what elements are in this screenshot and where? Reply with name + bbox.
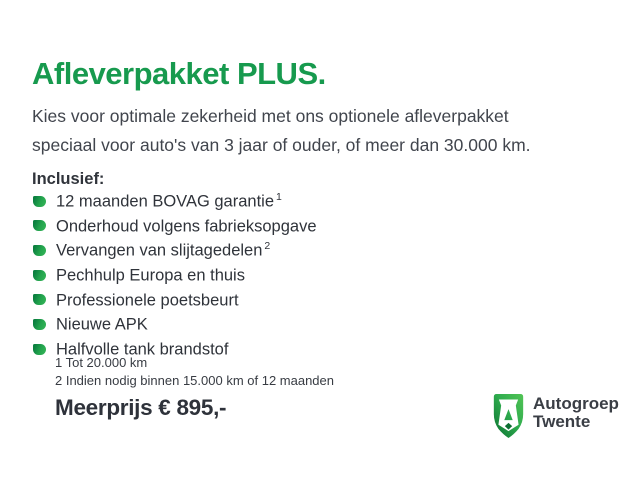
list-item <box>33 312 319 337</box>
list-item-label: 12 maanden BOVAG garantie <box>56 192 274 211</box>
footnote-1: 1 Tot 20.000 km <box>55 355 148 370</box>
list-item <box>33 238 319 263</box>
page-title: Afleverpakket PLUS. <box>32 56 326 91</box>
footnote-marker: 1 <box>276 191 282 204</box>
price-text: Meerprijs € 895,- <box>55 395 227 420</box>
leaf-bullet-icon <box>33 344 46 355</box>
list-item <box>33 214 319 239</box>
logo-line-1: Autogroep <box>533 394 619 413</box>
list-item <box>33 189 319 214</box>
list-item <box>33 263 319 288</box>
intro-line-1: Kies voor optimale zekerheid met ons optionele afleverpakket <box>32 106 509 126</box>
footnote-marker: 2 <box>264 240 271 253</box>
leaf-bullet-icon <box>33 196 46 207</box>
leaf-bullet-icon <box>33 319 46 330</box>
list-item-label: Halfvolle tank brandstof <box>56 340 229 359</box>
intro-text <box>32 102 531 160</box>
leaf-bullet-icon <box>33 245 46 256</box>
logo-wordmark <box>533 395 619 430</box>
leaf-bullet-icon <box>33 270 46 281</box>
intro-line-2: speciaal voor auto's van 3 jaar of ouder, of meer dan 30.000 km. <box>32 135 531 155</box>
list-item-label: Nieuwe APK <box>56 315 148 334</box>
list-item-label: Vervangen van slijtagedelen <box>56 241 263 260</box>
shield-logo-icon <box>492 391 525 441</box>
leaf-bullet-icon <box>33 220 46 231</box>
inclusief-list <box>33 189 319 361</box>
list-item <box>33 288 319 313</box>
inclusief-label: Inclusief: <box>32 170 105 188</box>
list-item-label: Pechhulp Europa en thuis <box>56 266 245 285</box>
footnote-2: 2 Indien nodig binnen 15.000 km of 12 maanden <box>55 372 334 388</box>
logo-line-2: Twente <box>533 411 591 431</box>
list-item-label: Professionele poetsbeurt <box>56 291 239 310</box>
footnotes <box>55 354 334 389</box>
autogroep-twente-logo <box>492 391 619 441</box>
leaf-bullet-icon <box>33 294 46 305</box>
list-item-label: Onderhoud volgens fabrieksopgave <box>56 217 317 236</box>
